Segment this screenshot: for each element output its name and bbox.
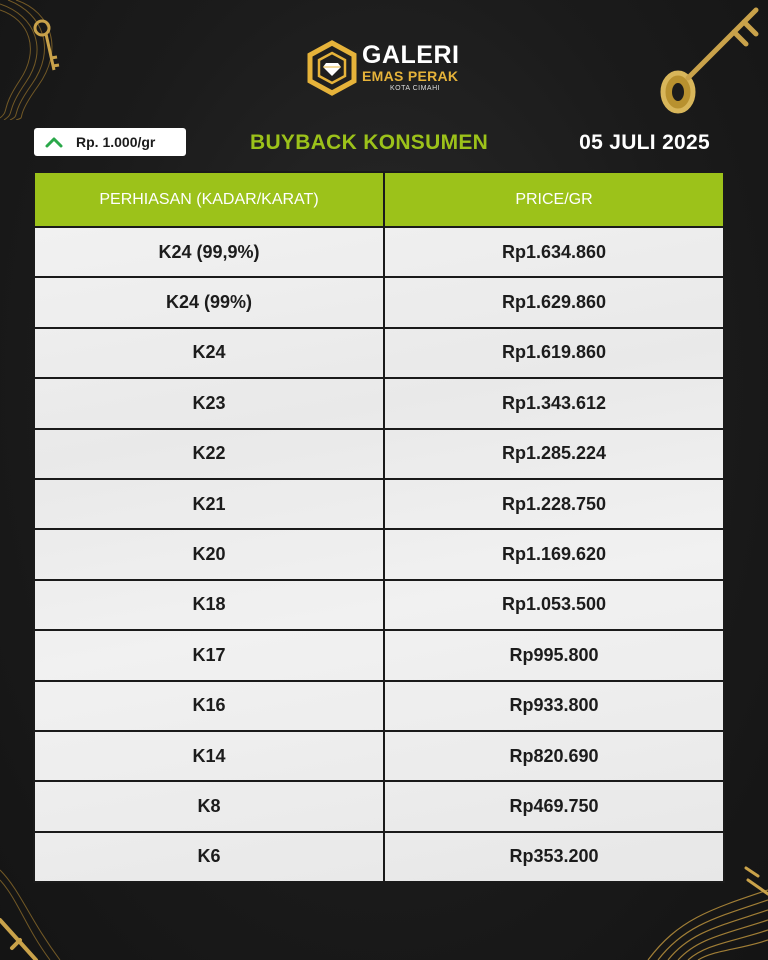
table-row xyxy=(35,831,723,881)
karat-cell: K22 xyxy=(35,430,385,478)
price-cell: Rp820.690 xyxy=(509,745,599,766)
table-row xyxy=(35,327,723,377)
karat-cell: K24 (99,9%) xyxy=(35,228,385,276)
karat-cell: K18 xyxy=(35,581,385,629)
karat-cell: K21 xyxy=(35,480,385,528)
price-cell: Rp1.228.750 xyxy=(501,493,607,514)
table-row xyxy=(35,680,723,730)
price-cell: Rp1.053.500 xyxy=(501,594,607,615)
table-row xyxy=(35,377,723,427)
header-karat: PERHIASAN (KADAR/KARAT) xyxy=(35,173,385,226)
gold-key-icon xyxy=(746,868,768,894)
price-cell: Rp1.634.860 xyxy=(501,241,607,262)
price-table xyxy=(33,171,725,883)
price-cell: Rp469.750 xyxy=(509,795,599,816)
price-cell: Rp933.800 xyxy=(509,695,599,716)
karat-cell: K8 xyxy=(35,782,385,830)
price-cell: Rp1.619.860 xyxy=(501,342,607,363)
table-row xyxy=(35,276,723,326)
table-row xyxy=(35,730,723,780)
table-body xyxy=(35,226,723,881)
price-cell: Rp1.169.620 xyxy=(501,544,607,565)
gold-key-icon xyxy=(0,920,36,960)
price-cell: Rp995.800 xyxy=(509,644,599,665)
table-row xyxy=(35,428,723,478)
table-row xyxy=(35,478,723,528)
karat-cell: K17 xyxy=(35,631,385,679)
karat-cell: K14 xyxy=(35,732,385,780)
gold-wave-decoration xyxy=(0,0,130,120)
price-date: 05 JULI 2025 xyxy=(579,131,710,154)
price-cell: Rp1.343.612 xyxy=(501,392,607,413)
price-cell: Rp1.285.224 xyxy=(501,443,607,464)
header-price: PRICE/GR xyxy=(515,190,593,208)
table-row xyxy=(35,528,723,578)
price-change-text: Rp. 1.000/gr xyxy=(76,134,156,150)
table-header xyxy=(35,173,723,226)
brand-name xyxy=(362,42,459,94)
price-change-badge xyxy=(34,128,186,156)
table-row xyxy=(35,579,723,629)
brand-line-2: EMAS PERAK xyxy=(362,68,459,84)
karat-cell: K6 xyxy=(35,833,385,881)
gold-key-icon xyxy=(663,10,756,111)
gold-key-decoration xyxy=(638,0,768,130)
diamond-hexagon-icon xyxy=(306,40,358,96)
table-row xyxy=(35,780,723,830)
chevron-up-icon xyxy=(44,135,64,149)
karat-cell: K23 xyxy=(35,379,385,427)
brand-line-1: GALERI xyxy=(362,41,460,69)
karat-cell: K16 xyxy=(35,682,385,730)
brand-location: KOTA CIMAHI xyxy=(390,85,441,92)
price-cell: Rp353.200 xyxy=(509,846,599,867)
karat-cell: K24 xyxy=(35,329,385,377)
page-title: BUYBACK KONSUMEN xyxy=(250,131,489,154)
price-cell: Rp1.629.860 xyxy=(501,292,607,313)
gold-key-icon xyxy=(35,21,59,70)
karat-cell: K24 (99%) xyxy=(35,278,385,326)
table-row xyxy=(35,226,723,276)
brand-logo xyxy=(306,38,466,98)
karat-cell: K20 xyxy=(35,530,385,578)
table-row xyxy=(35,629,723,679)
